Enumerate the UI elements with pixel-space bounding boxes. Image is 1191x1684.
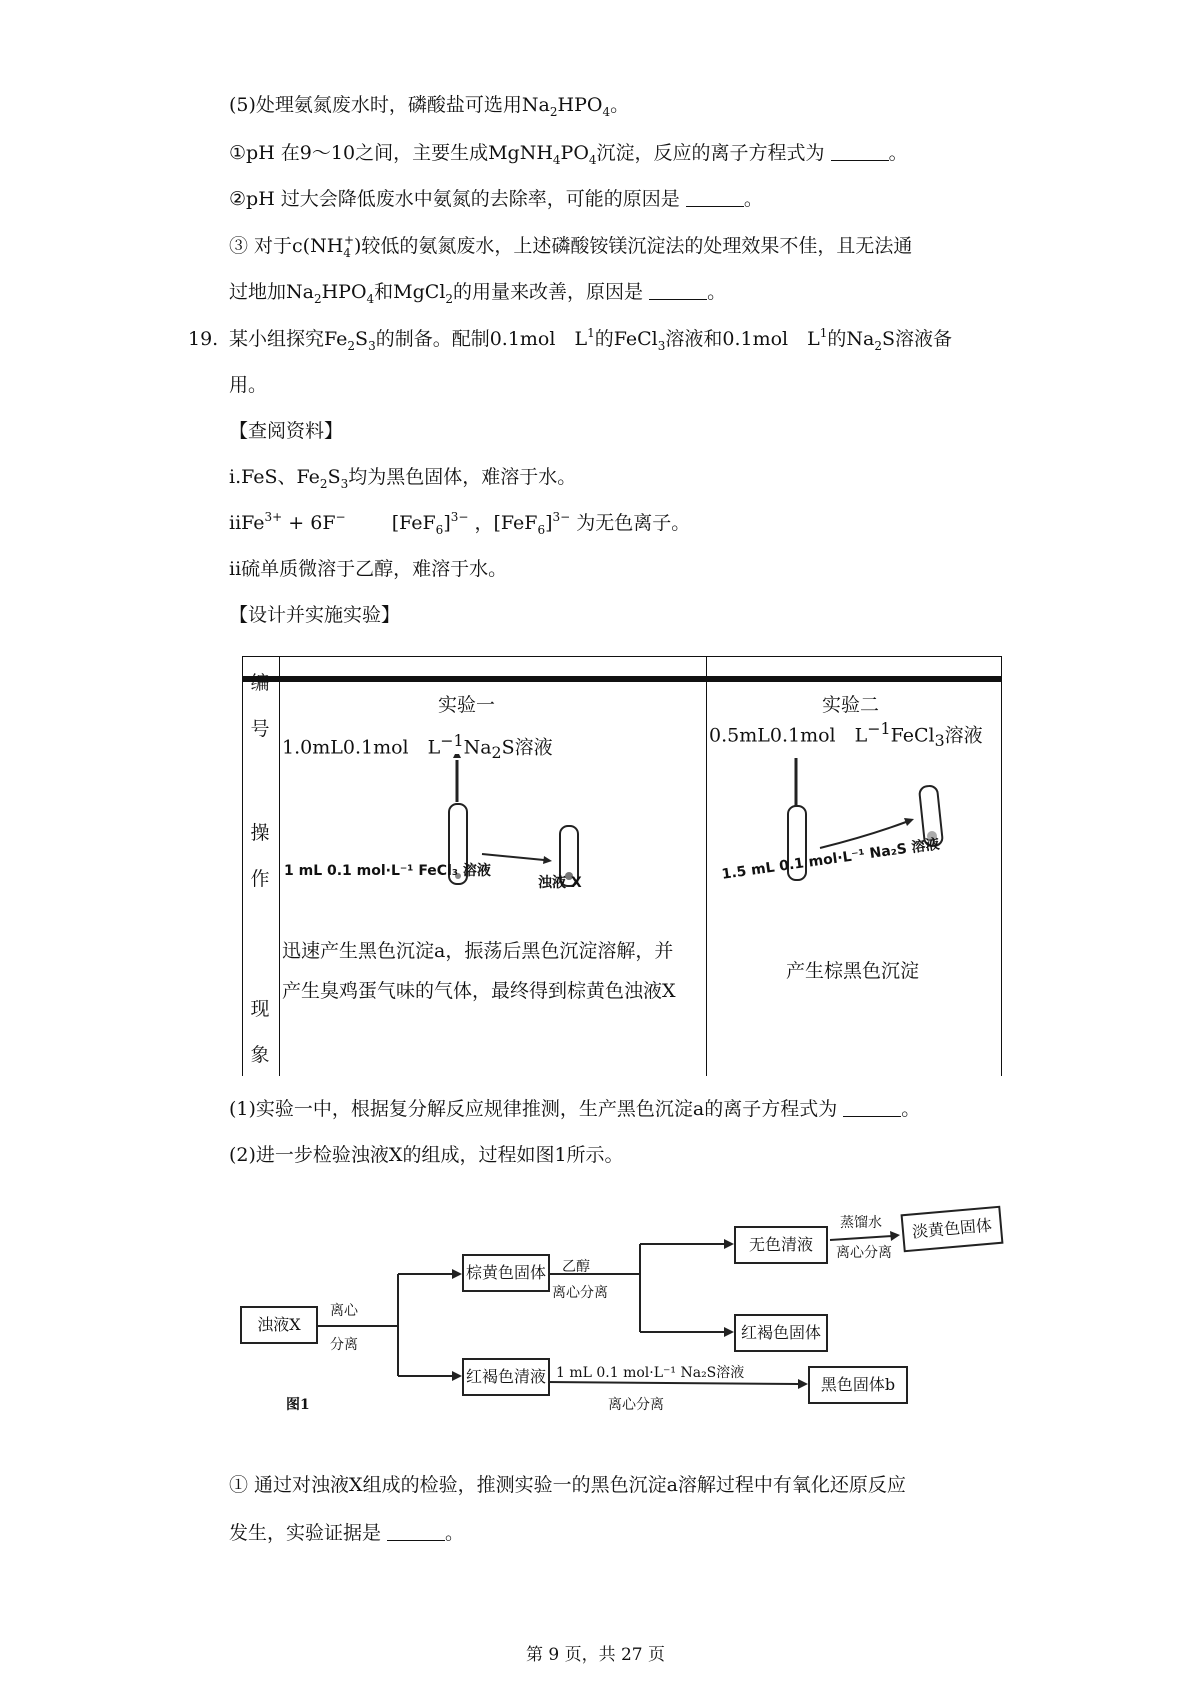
label-na2s-reagent: 1 mL 0.1 mol·L⁻¹ Na₂S溶液 [556, 1365, 745, 1381]
q19-sub2: (2)进一步检验浊液X的组成，过程如图1所示。 [229, 1144, 624, 1166]
col-operation-label: 操 作 [250, 822, 270, 890]
label-distilled-water: 蒸馏水 [840, 1215, 882, 1231]
page-footer: 第 9 页，共 27 页 [525, 1645, 666, 1665]
label-ethanol-centrifuge: 离心分离 [552, 1285, 608, 1301]
label-ethanol: 乙醇 [562, 1259, 590, 1275]
exp1-fig-right: 浊液 X [538, 875, 582, 891]
answer-blank[interactable] [387, 1522, 445, 1541]
transfer-arrow [482, 854, 544, 860]
box-red-brown-solid: 红褐色固体 [734, 1314, 828, 1352]
box-brown-yellow-solid: 棕黄色固体 [462, 1254, 550, 1292]
label-centrifuge-1: 离心 [330, 1303, 358, 1319]
q18-sub3-line1: ③ 对于$c(NH_4^+)$较低的氨氮废水，上述磷酸铵镁沉淀法的处理效果不佳，且无法通 [229, 233, 913, 260]
q19-number: 19. [188, 328, 219, 350]
reference-heading: 【查阅资料】 [229, 420, 344, 442]
box-pale-yellow-solid: 淡黄色固体 [901, 1206, 1004, 1253]
exp1-phenomenon-1: 迅速产生黑色沉淀a，振荡后黑色沉淀溶解，并 [282, 940, 674, 962]
box-red-brown-liquid: 红褐色清液 [462, 1358, 550, 1396]
exp1-phenomenon-2: 产生臭鸡蛋气味的气体，最终得到棕黄色浊液X [282, 980, 676, 1002]
q19-intro-line2: 用。 [229, 374, 268, 396]
exp2-phenomenon: 产生棕黑色沉淀 [786, 960, 920, 982]
reference-item-1: i.FeS、$Fe_2S_3$均为黑色固体，难溶于水。 [229, 466, 577, 491]
reference-item-2: iiFe$^{3+}$ + 6F− $[FeF_6]^{3-}$ ，$[FeF_6]^{3-}$ 为无色离子。 [229, 510, 691, 537]
exp1-reagent: 1.0mL0.1mol $L^{-1}Na_2S$溶液 [282, 731, 553, 763]
exp2-reagent: 0.5mL0.1mol $L^{-1}FeCl_3$溶液 [709, 719, 983, 751]
label-separate-1: 分离 [330, 1337, 358, 1353]
label-water-centrifuge: 离心分离 [836, 1245, 892, 1261]
q18-sub3-line2: 过地加$Na_2HPO_4$和MgCl$_2$的用量来改善，原因是 。 [229, 281, 727, 306]
q18-part5: (5)处理氨氮废水时，磷酸盐可选用$Na_2HPO_4$。 [229, 94, 630, 119]
answer-blank[interactable] [843, 1098, 901, 1117]
reference-item-3: ii硫单质微溶于乙醇，难溶于水。 [229, 558, 508, 580]
q19-sub1: (1)实验一中，根据复分解反应规律推测，生产黑色沉淀a的离子方程式为 。 [229, 1098, 921, 1120]
q19-intro-line1: 某小组探究$Fe_2S_3$的制备。配制0.1mol $L^1$的FeCl$_3$溶液和0.1mol $L^1$的$Na_2S$溶液备 [229, 326, 953, 353]
answer-blank[interactable] [649, 281, 707, 300]
experiment-table [242, 656, 1002, 1076]
exp1-title: 实验一 [438, 694, 496, 716]
exp1-fig-left: 1 mL 0.1 mol·L⁻¹ FeCl₃ 溶液 [284, 863, 491, 879]
label-na2s-centrifuge: 离心分离 [608, 1397, 664, 1413]
exp2-fig-label: 1.5 mL 0.1 mol·L⁻¹ Na₂S 溶液 [720, 836, 941, 883]
answer-blank[interactable] [686, 188, 744, 207]
figure-1-label: 图1 [286, 1397, 310, 1413]
q19-sub2-1-line1: ① 通过对浊液X组成的检验，推测实验一的黑色沉淀a溶解过程中有氧化还原反应 [229, 1474, 906, 1496]
answer-blank[interactable] [831, 142, 889, 161]
box-suspension-x: 浊液X [240, 1306, 318, 1344]
box-black-solid-b: 黑色固体b [808, 1366, 908, 1404]
col-phenomenon-label: 现 象 [250, 998, 270, 1066]
col-number-label: 编 号 [250, 672, 270, 740]
q18-sub1: ①pH 在9～10之间，主要生成$MgNH_4PO_4$沉淀，反应的离子方程式为 。 [229, 142, 908, 167]
flow-chart [240, 1198, 1040, 1428]
box-colorless-liquid: 无色清液 [734, 1226, 828, 1264]
design-heading: 【设计并实施实验】 [229, 604, 401, 626]
exp2-title: 实验二 [822, 694, 880, 716]
q19-sub2-1-line2: 发生，实验证据是 。 [229, 1522, 465, 1544]
q18-sub2: ②pH 过大会降低废水中氨氮的去除率，可能的原因是 。 [229, 188, 763, 210]
